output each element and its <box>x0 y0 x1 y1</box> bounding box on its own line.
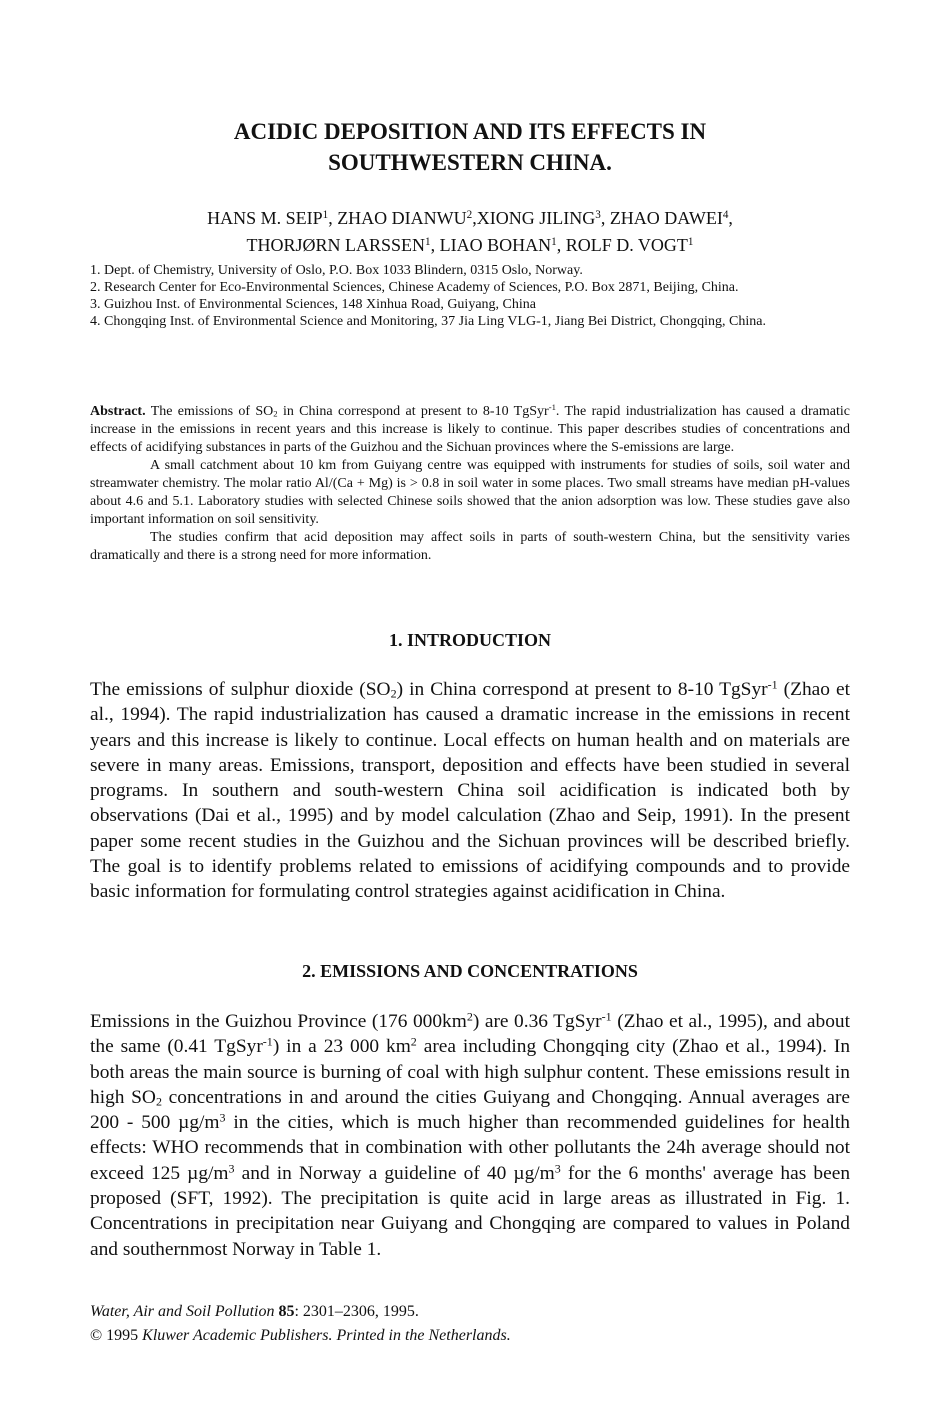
author-line-2: THORJØRN LARSSEN$^1$, LIAO BOHAN$^1$, ROLF D. VOGT$^1$ <box>246 235 694 255</box>
superscript: -1 <box>262 1034 273 1049</box>
author-name: ROLF D. VOGT <box>565 235 688 255</box>
body-text: (Zhao et al., 1995), and about the same (0.41 TgSyr <box>90 1011 851 1058</box>
paper-title <box>90 116 850 178</box>
title-line-2: SOUTHWESTERN CHINA. <box>328 150 612 175</box>
abstract-text: The emissions of SO <box>145 404 274 419</box>
author-affil-mark: 1 <box>551 235 557 248</box>
affiliation-item: 1. Dept. of Chemistry, University of Oslo, P.O. Box 1033 Blindern, 0315 Oslo, Norway. <box>90 263 583 278</box>
body-paragraph <box>90 677 850 905</box>
affiliations <box>90 262 850 330</box>
journal-pages: : 2301–2306, 1995. <box>294 1303 419 1320</box>
author-affil-mark: 3 <box>595 208 601 221</box>
introduction-body <box>90 677 850 905</box>
body-paragraph <box>90 1009 850 1262</box>
author-affil-mark: 4 <box>722 208 729 221</box>
subscript: 2 <box>390 686 397 701</box>
abstract-paragraph-3: The studies confirm that acid deposition may affect soils in parts of south-western China, but the sensitivity varies dramatically and there is a strong need for more information. <box>90 530 850 563</box>
journal-volume: 85 <box>274 1303 295 1320</box>
author-line-1: HANS M. SEIP$^1$, ZHAO DIANWU$^2$,XIONG JILING$^3$, ZHAO DAWEI$^4$, <box>207 208 733 228</box>
subscript: 2 <box>273 408 278 419</box>
author-name: XIONG JILING <box>476 208 596 228</box>
author-affil-mark: 1 <box>322 208 329 221</box>
affiliation-item: 2. Research Center for Eco-Environmental Sciences, Chinese Academy of Sciences, P.O. Box 2871, Beijing, China. <box>90 280 739 295</box>
journal-footer <box>90 1300 850 1348</box>
emissions-body <box>90 1009 850 1262</box>
journal-name: Water, Air and Soil Pollution <box>90 1303 275 1320</box>
section-heading-introduction: 1. INTRODUCTION <box>388 630 552 650</box>
body-text: and in Norway a guideline of 40 µg/m <box>234 1162 555 1184</box>
superscript: -1 <box>601 1009 612 1024</box>
author-name: LIAO BOHAN <box>439 235 552 255</box>
section-heading-emissions: 2. EMISSIONS AND CONCENTRATIONS <box>302 961 638 981</box>
body-text: Emissions in the Guizhou Province (176 000km <box>90 1011 467 1032</box>
author-affil-mark: 1 <box>425 235 431 248</box>
body-text: area including Chongqing city (Zhao et al., 1994). In both areas the main source is burning of coal with high sulphur content. These emissions result in high SO <box>90 1036 851 1108</box>
affiliation-item: 3. Guizhou Inst. of Environmental Sciences, 148 Xinhua Road, Guiyang, China <box>90 297 536 312</box>
abstract-paragraph-1 <box>90 403 850 457</box>
affiliation-item: 4. Chongqing Inst. of Environmental Science and Monitoring, 37 Jia Ling VLG-1, Jiang Bei District, Chongqing, China. <box>90 314 766 329</box>
superscript: 3 <box>219 1110 226 1125</box>
author-name: HANS M. SEIP <box>207 208 323 228</box>
body-text: in the cities, which is much higher than recommended guidelines for health effects: WHO recommends that in combination with other pollutants the 24h average should not exceed 125 µg/m <box>90 1112 850 1184</box>
superscript: 3 <box>554 1161 561 1176</box>
author-name: THORJØRN LARSSEN <box>246 235 426 255</box>
body-text: ) are 0.36 TgSyr <box>472 1011 602 1032</box>
superscript: 2 <box>466 1009 473 1024</box>
abstract-text: . The rapid industrialization has caused a dramatic increase in the emissions in recent years and this increase is likely to continue. This paper describes studies of concentrations and effects of acidifying substances in parts of the Guizhou and the Sichuan provinces where the S-emissions are large. <box>90 404 850 455</box>
body-text: ) in a 23 000 km <box>272 1036 411 1058</box>
subscript: 2 <box>155 1094 162 1109</box>
superscript: -1 <box>548 402 556 413</box>
abstract-text: in China correspond at present to 8-10 TgSyr <box>277 404 549 419</box>
author-affil-mark: 2 <box>466 208 473 221</box>
body-text: (Zhao et al., 1994). The rapid industrialization has caused a dramatic increase in the emissions in recent years and this increase is likely to continue. Local effects on human health and on materials are severe in many areas. Emissions, transport, deposition and effects have been studied in several programs. In southern and south-western China soil acidification is indicated both by observations (Dai et al., 1995) and by model calculation (Zhao and Seip, 1991). In the present paper some recent studies in the Guizhou and the Sichuan provinces will be described briefly. The goal is to identify problems related to emissions of acidifying compounds and to provide basic information for formulating control strategies against acidification in China. <box>90 679 851 903</box>
copyright-line <box>90 1324 850 1348</box>
body-text: The emissions of sulphur dioxide (SO <box>90 679 391 700</box>
abstract-label: Abstract. <box>90 404 146 419</box>
author-name: ZHAO DAWEI <box>609 208 723 228</box>
title-line-1: ACIDIC DEPOSITION AND ITS EFFECTS IN <box>233 119 707 144</box>
superscript: 2 <box>410 1034 417 1049</box>
abstract <box>90 403 850 565</box>
author-list <box>90 205 850 259</box>
superscript: 3 <box>228 1161 235 1176</box>
author-affil-mark: 1 <box>687 235 694 248</box>
body-text: concentrations in and around the cities Guiyang and Chongqing. Annual averages are 200 - 500 µg/m <box>90 1086 851 1134</box>
copyright-year: © 1995 <box>90 1327 143 1344</box>
abstract-paragraph-2: A small catchment about 10 km from Guiyang centre was equipped with instruments for studies of soils, soil water and streamwater chemistry. The molar ratio Al/(Ca + Mg) is > 0.8 in soil water in some places. Two small streams have median pH-values about 4.6 and 5.1. Laboratory studies with selected Chinese soils showed that the anion adsorption was low. These studies gave also important information on soil sensitivity. <box>90 458 850 527</box>
publisher-name: Kluwer Academic Publishers. Printed in the Netherlands. <box>142 1327 511 1344</box>
superscript: -1 <box>767 677 778 692</box>
citation-line <box>90 1300 850 1324</box>
author-name: ZHAO DIANWU <box>337 208 467 228</box>
body-text: ) in China correspond at present to 8-10 TgSyr <box>396 679 768 700</box>
body-text: for the 6 months' average has been proposed (SFT, 1992). The precipitation is quite acid in large areas as illustrated in Fig. 1. Concentrations in precipitation near Guiyang and Chongqing are compared to values in Poland and southernmost Norway in Table 1. <box>90 1162 851 1260</box>
